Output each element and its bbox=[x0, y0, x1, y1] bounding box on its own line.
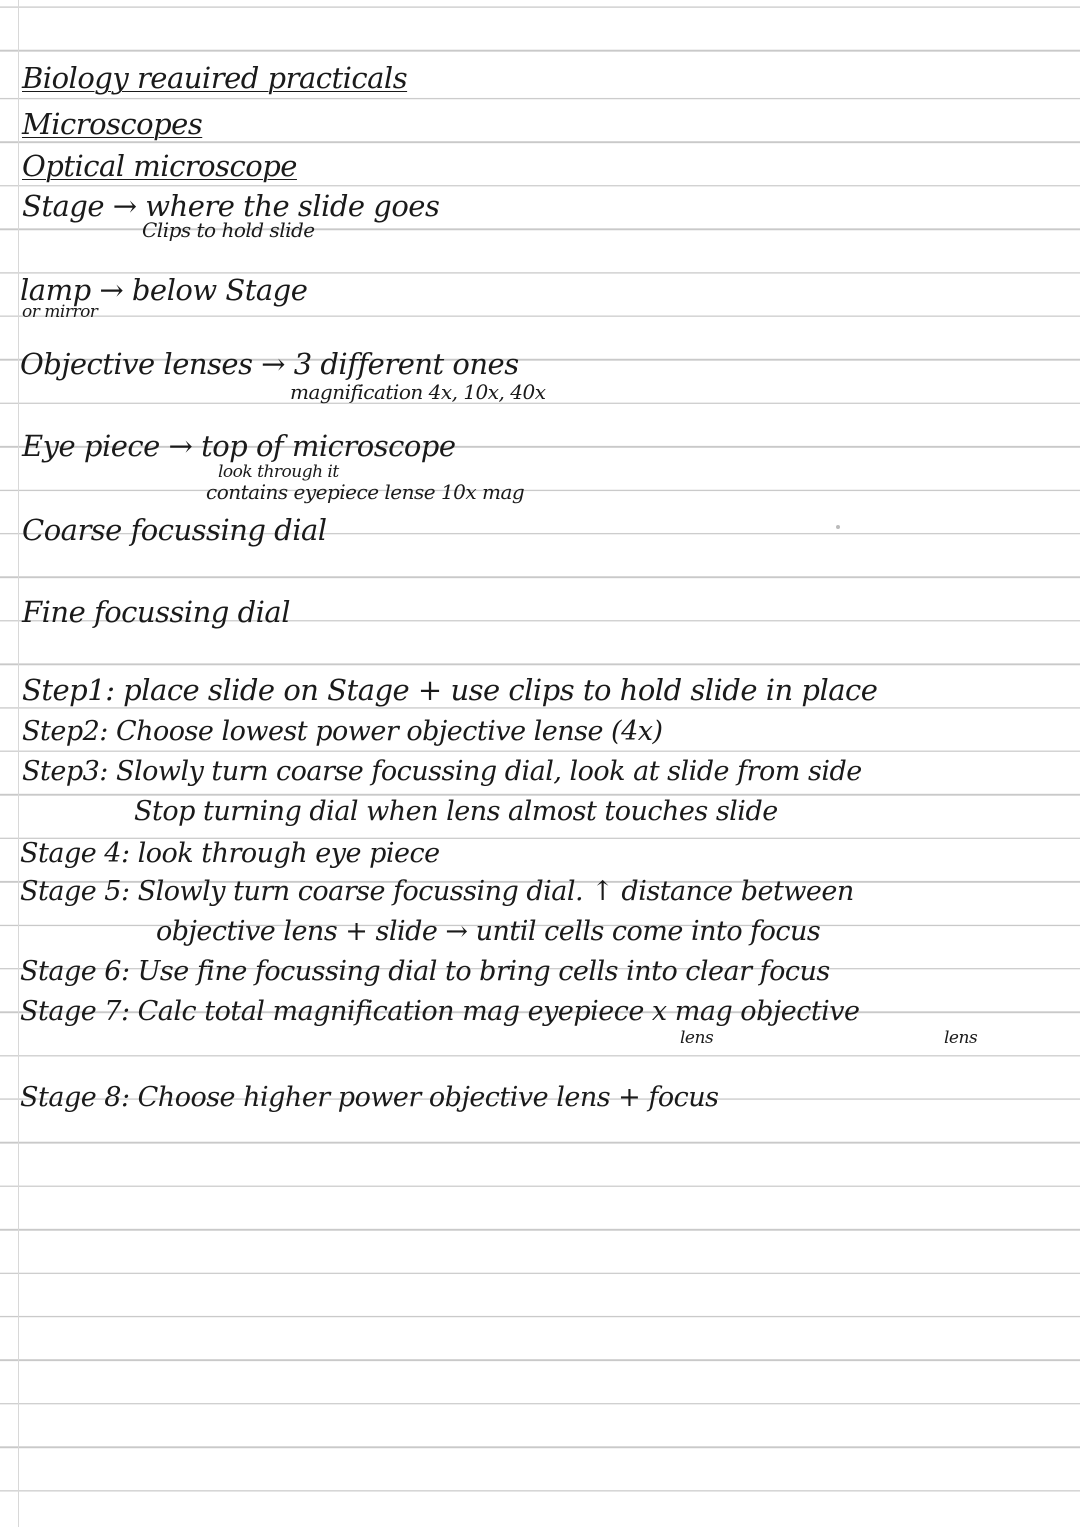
stage-8: Stage 8: Choose higher power objective lens + focus bbox=[20, 1082, 719, 1113]
part-objective-note: magnification 4x, 10x, 40x bbox=[290, 380, 546, 404]
stage-4: Stage 4: look through eye piece bbox=[20, 838, 440, 869]
part-eyepiece: Eye piece → top of microscope bbox=[22, 429, 456, 463]
ink-dot bbox=[836, 525, 840, 529]
sub-heading: Optical microscope bbox=[22, 149, 297, 183]
margin-line bbox=[18, 0, 19, 1527]
part-stage-note: Clips to hold slide bbox=[142, 218, 315, 242]
part-objective: Objective lenses → 3 different ones bbox=[20, 347, 519, 381]
stage-7-note-objective: lens bbox=[944, 1028, 978, 1048]
step-3: Step3: Slowly turn coarse focussing dial, look at slide from side bbox=[22, 756, 862, 787]
step-3-continued: Stop turning dial when lens almost touches slide bbox=[134, 796, 778, 827]
step-2: Step2: Choose lowest power objective lense (4x) bbox=[22, 716, 663, 747]
part-coarse-dial: Coarse focussing dial bbox=[22, 513, 327, 547]
stage-5-continued: objective lens + slide → until cells come into focus bbox=[156, 916, 821, 947]
stage-7-note-eyepiece: lens bbox=[680, 1028, 714, 1048]
part-lamp-note: or mirror bbox=[22, 302, 98, 322]
stage-5: Stage 5: Slowly turn coarse focussing dial. ↑ distance between bbox=[20, 876, 854, 907]
stage-7: Stage 7: Calc total magnification mag eyepiece x mag objective bbox=[20, 996, 860, 1027]
part-stage: Stage → where the slide goes bbox=[22, 189, 440, 223]
part-eyepiece-note-2: contains eyepiece lense 10x mag bbox=[206, 480, 525, 504]
page-title: Biology reauired practicals bbox=[22, 61, 408, 95]
part-eyepiece-note-1: look through it bbox=[218, 462, 339, 482]
step-1: Step1: place slide on Stage + use clips to hold slide in place bbox=[22, 673, 878, 707]
part-fine-dial: Fine focussing dial bbox=[22, 595, 290, 629]
stage-6: Stage 6: Use fine focussing dial to bring cells into clear focus bbox=[20, 956, 830, 987]
section-heading: Microscopes bbox=[22, 107, 203, 141]
part-lamp: lamp → below Stage bbox=[20, 273, 308, 307]
